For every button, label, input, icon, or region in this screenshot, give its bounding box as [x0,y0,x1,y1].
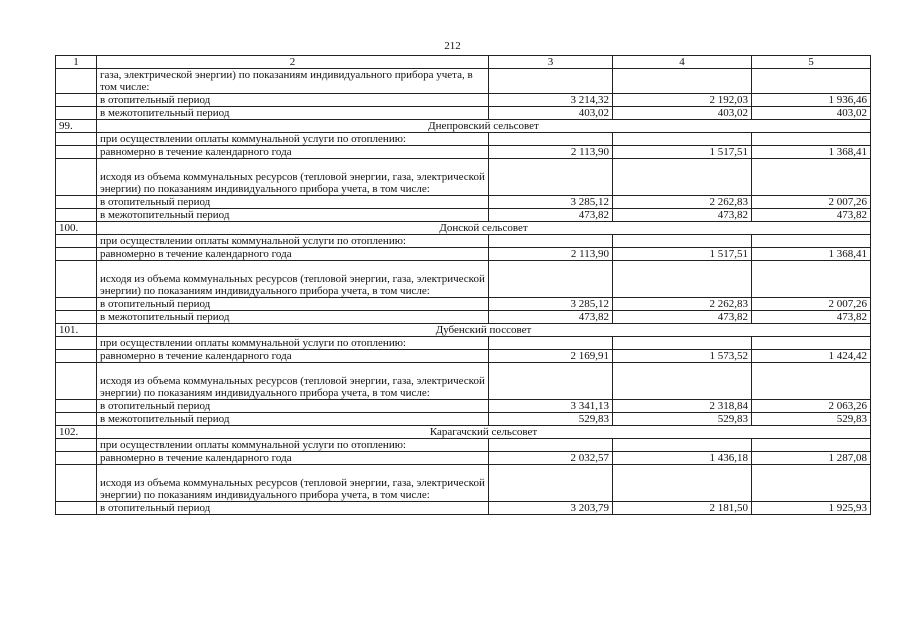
value-cell-v4: 2 181,50 [613,502,752,515]
row-number-cell [56,133,97,146]
section-number: 102. [56,426,97,439]
tariff-table [55,55,871,515]
value-cell-v5: 2 007,26 [752,196,871,209]
row-label: исходя из объема коммунальных ресурсов (тепловой энергии, газа, электрической энергии) по показаниям индивидуального прибора учета, в том числе: [97,261,489,298]
value-cell-v3 [489,465,613,502]
data-row [56,146,871,159]
value-cell-v3 [489,235,613,248]
value-cell-v4: 529,83 [613,413,752,426]
row-number-cell [56,159,97,196]
column-header: 1 [56,56,97,69]
row-number-cell [56,400,97,413]
value-cell-v5: 1 424,42 [752,350,871,363]
value-cell-v4 [613,133,752,146]
data-row [56,413,871,426]
data-row [56,248,871,261]
table-body [56,56,871,515]
value-cell-v4: 403,02 [613,107,752,120]
value-cell-v3 [489,439,613,452]
value-cell-v3 [489,337,613,350]
value-cell-v3: 3 285,12 [489,196,613,209]
value-cell-v4 [613,465,752,502]
value-cell-v5: 473,82 [752,311,871,324]
row-number-cell [56,452,97,465]
row-label: равномерно в течение календарного года [97,350,489,363]
row-number-cell [56,439,97,452]
value-cell-v3 [489,363,613,400]
table-header-row [56,56,871,69]
row-number-cell [56,235,97,248]
value-cell-v4 [613,337,752,350]
value-cell-v5 [752,69,871,94]
row-number-cell [56,465,97,502]
row-label: равномерно в течение календарного года [97,248,489,261]
value-cell-v5: 1 925,93 [752,502,871,515]
value-cell-v4 [613,235,752,248]
page-number: 212 [444,40,461,52]
section-title: Донской сельсовет [97,222,871,235]
value-cell-v3: 3 341,13 [489,400,613,413]
row-label: при осуществлении оплаты коммунальной услуги по отоплению: [97,235,489,248]
value-cell-v5 [752,159,871,196]
value-cell-v4 [613,439,752,452]
value-cell-v3: 2 113,90 [489,248,613,261]
row-number-cell [56,413,97,426]
row-label: в межотопительный период [97,311,489,324]
value-cell-v5: 1 287,08 [752,452,871,465]
value-cell-v4: 2 262,83 [613,196,752,209]
value-cell-v4: 1 517,51 [613,146,752,159]
row-label: при осуществлении оплаты коммунальной услуги по отоплению: [97,439,489,452]
row-label: в межотопительный период [97,107,489,120]
value-cell-v4: 2 192,03 [613,94,752,107]
row-label: газа, электрической энергии) по показаниям индивидуального прибора учета, в том числе: [97,69,489,94]
value-cell-v4 [613,69,752,94]
value-cell-v5: 1 936,46 [752,94,871,107]
value-cell-v5: 2 063,26 [752,400,871,413]
section-number: 100. [56,222,97,235]
section-title: Карагачский сельсовет [97,426,871,439]
value-cell-v5 [752,439,871,452]
text-row [56,133,871,146]
row-label: в межотопительный период [97,413,489,426]
row-number-cell [56,337,97,350]
row-label: равномерно в течение календарного года [97,146,489,159]
value-cell-v5 [752,261,871,298]
row-number-cell [56,196,97,209]
row-number-cell [56,363,97,400]
value-cell-v4 [613,261,752,298]
value-cell-v4: 473,82 [613,209,752,222]
row-label: при осуществлении оплаты коммунальной услуги по отоплению: [97,133,489,146]
row-number-cell [56,209,97,222]
section-row [56,120,871,133]
value-cell-v5: 1 368,41 [752,248,871,261]
value-cell-v4: 1 436,18 [613,452,752,465]
value-cell-v3: 529,83 [489,413,613,426]
row-number-cell [56,261,97,298]
text-row [56,439,871,452]
row-label: в отопительный период [97,502,489,515]
text-row [56,337,871,350]
text-row [56,69,871,94]
row-label: в отопительный период [97,400,489,413]
value-cell-v4 [613,363,752,400]
value-cell-v5 [752,235,871,248]
value-cell-v5: 1 368,41 [752,146,871,159]
row-number-cell [56,298,97,311]
data-row [56,452,871,465]
data-row [56,400,871,413]
row-label: в отопительный период [97,94,489,107]
value-cell-v5: 529,83 [752,413,871,426]
value-cell-v5 [752,337,871,350]
data-row [56,107,871,120]
row-number-cell [56,69,97,94]
data-row [56,196,871,209]
value-cell-v3 [489,261,613,298]
row-number-cell [56,146,97,159]
section-title: Дубенский поссовет [97,324,871,337]
text-row [56,159,871,196]
row-label: в межотопительный период [97,209,489,222]
value-cell-v3: 473,82 [489,311,613,324]
section-row [56,426,871,439]
row-number-cell [56,248,97,261]
value-cell-v3: 2 113,90 [489,146,613,159]
data-row [56,350,871,363]
value-cell-v3 [489,133,613,146]
row-number-cell [56,502,97,515]
value-cell-v3: 2 169,91 [489,350,613,363]
row-label: в отопительный период [97,196,489,209]
value-cell-v3: 473,82 [489,209,613,222]
section-number: 99. [56,120,97,133]
column-header: 2 [97,56,489,69]
row-number-cell [56,107,97,120]
value-cell-v5: 473,82 [752,209,871,222]
value-cell-v3: 3 203,79 [489,502,613,515]
section-row [56,222,871,235]
section-row [56,324,871,337]
data-row [56,209,871,222]
row-label: исходя из объема коммунальных ресурсов (тепловой энергии, газа, электрической энергии) по показаниям индивидуального прибора учета, в том числе: [97,363,489,400]
data-row [56,311,871,324]
row-number-cell [56,311,97,324]
value-cell-v3: 2 032,57 [489,452,613,465]
value-cell-v3 [489,69,613,94]
value-cell-v4 [613,159,752,196]
text-row [56,465,871,502]
row-label: равномерно в течение календарного года [97,452,489,465]
value-cell-v5 [752,465,871,502]
value-cell-v3: 3 214,32 [489,94,613,107]
text-row [56,261,871,298]
row-label: в отопительный период [97,298,489,311]
value-cell-v5 [752,133,871,146]
value-cell-v4: 473,82 [613,311,752,324]
value-cell-v5 [752,363,871,400]
text-row [56,363,871,400]
row-label: исходя из объема коммунальных ресурсов (тепловой энергии, газа, электрической энергии) по показаниям индивидуального прибора учета, в том числе: [97,465,489,502]
section-title: Днепровский сельсовет [97,120,871,133]
value-cell-v4: 1 517,51 [613,248,752,261]
value-cell-v3 [489,159,613,196]
column-header: 4 [613,56,752,69]
data-row [56,298,871,311]
row-number-cell [56,94,97,107]
value-cell-v5: 2 007,26 [752,298,871,311]
row-label: при осуществлении оплаты коммунальной услуги по отоплению: [97,337,489,350]
data-row [56,502,871,515]
row-label: исходя из объема коммунальных ресурсов (тепловой энергии, газа, электрической энергии) по показаниям индивидуального прибора учета, в том числе: [97,159,489,196]
value-cell-v3: 403,02 [489,107,613,120]
value-cell-v3: 3 285,12 [489,298,613,311]
value-cell-v5: 403,02 [752,107,871,120]
column-header: 5 [752,56,871,69]
data-row [56,94,871,107]
row-number-cell [56,350,97,363]
section-number: 101. [56,324,97,337]
value-cell-v4: 2 318,84 [613,400,752,413]
text-row [56,235,871,248]
column-header: 3 [489,56,613,69]
value-cell-v4: 1 573,52 [613,350,752,363]
value-cell-v4: 2 262,83 [613,298,752,311]
